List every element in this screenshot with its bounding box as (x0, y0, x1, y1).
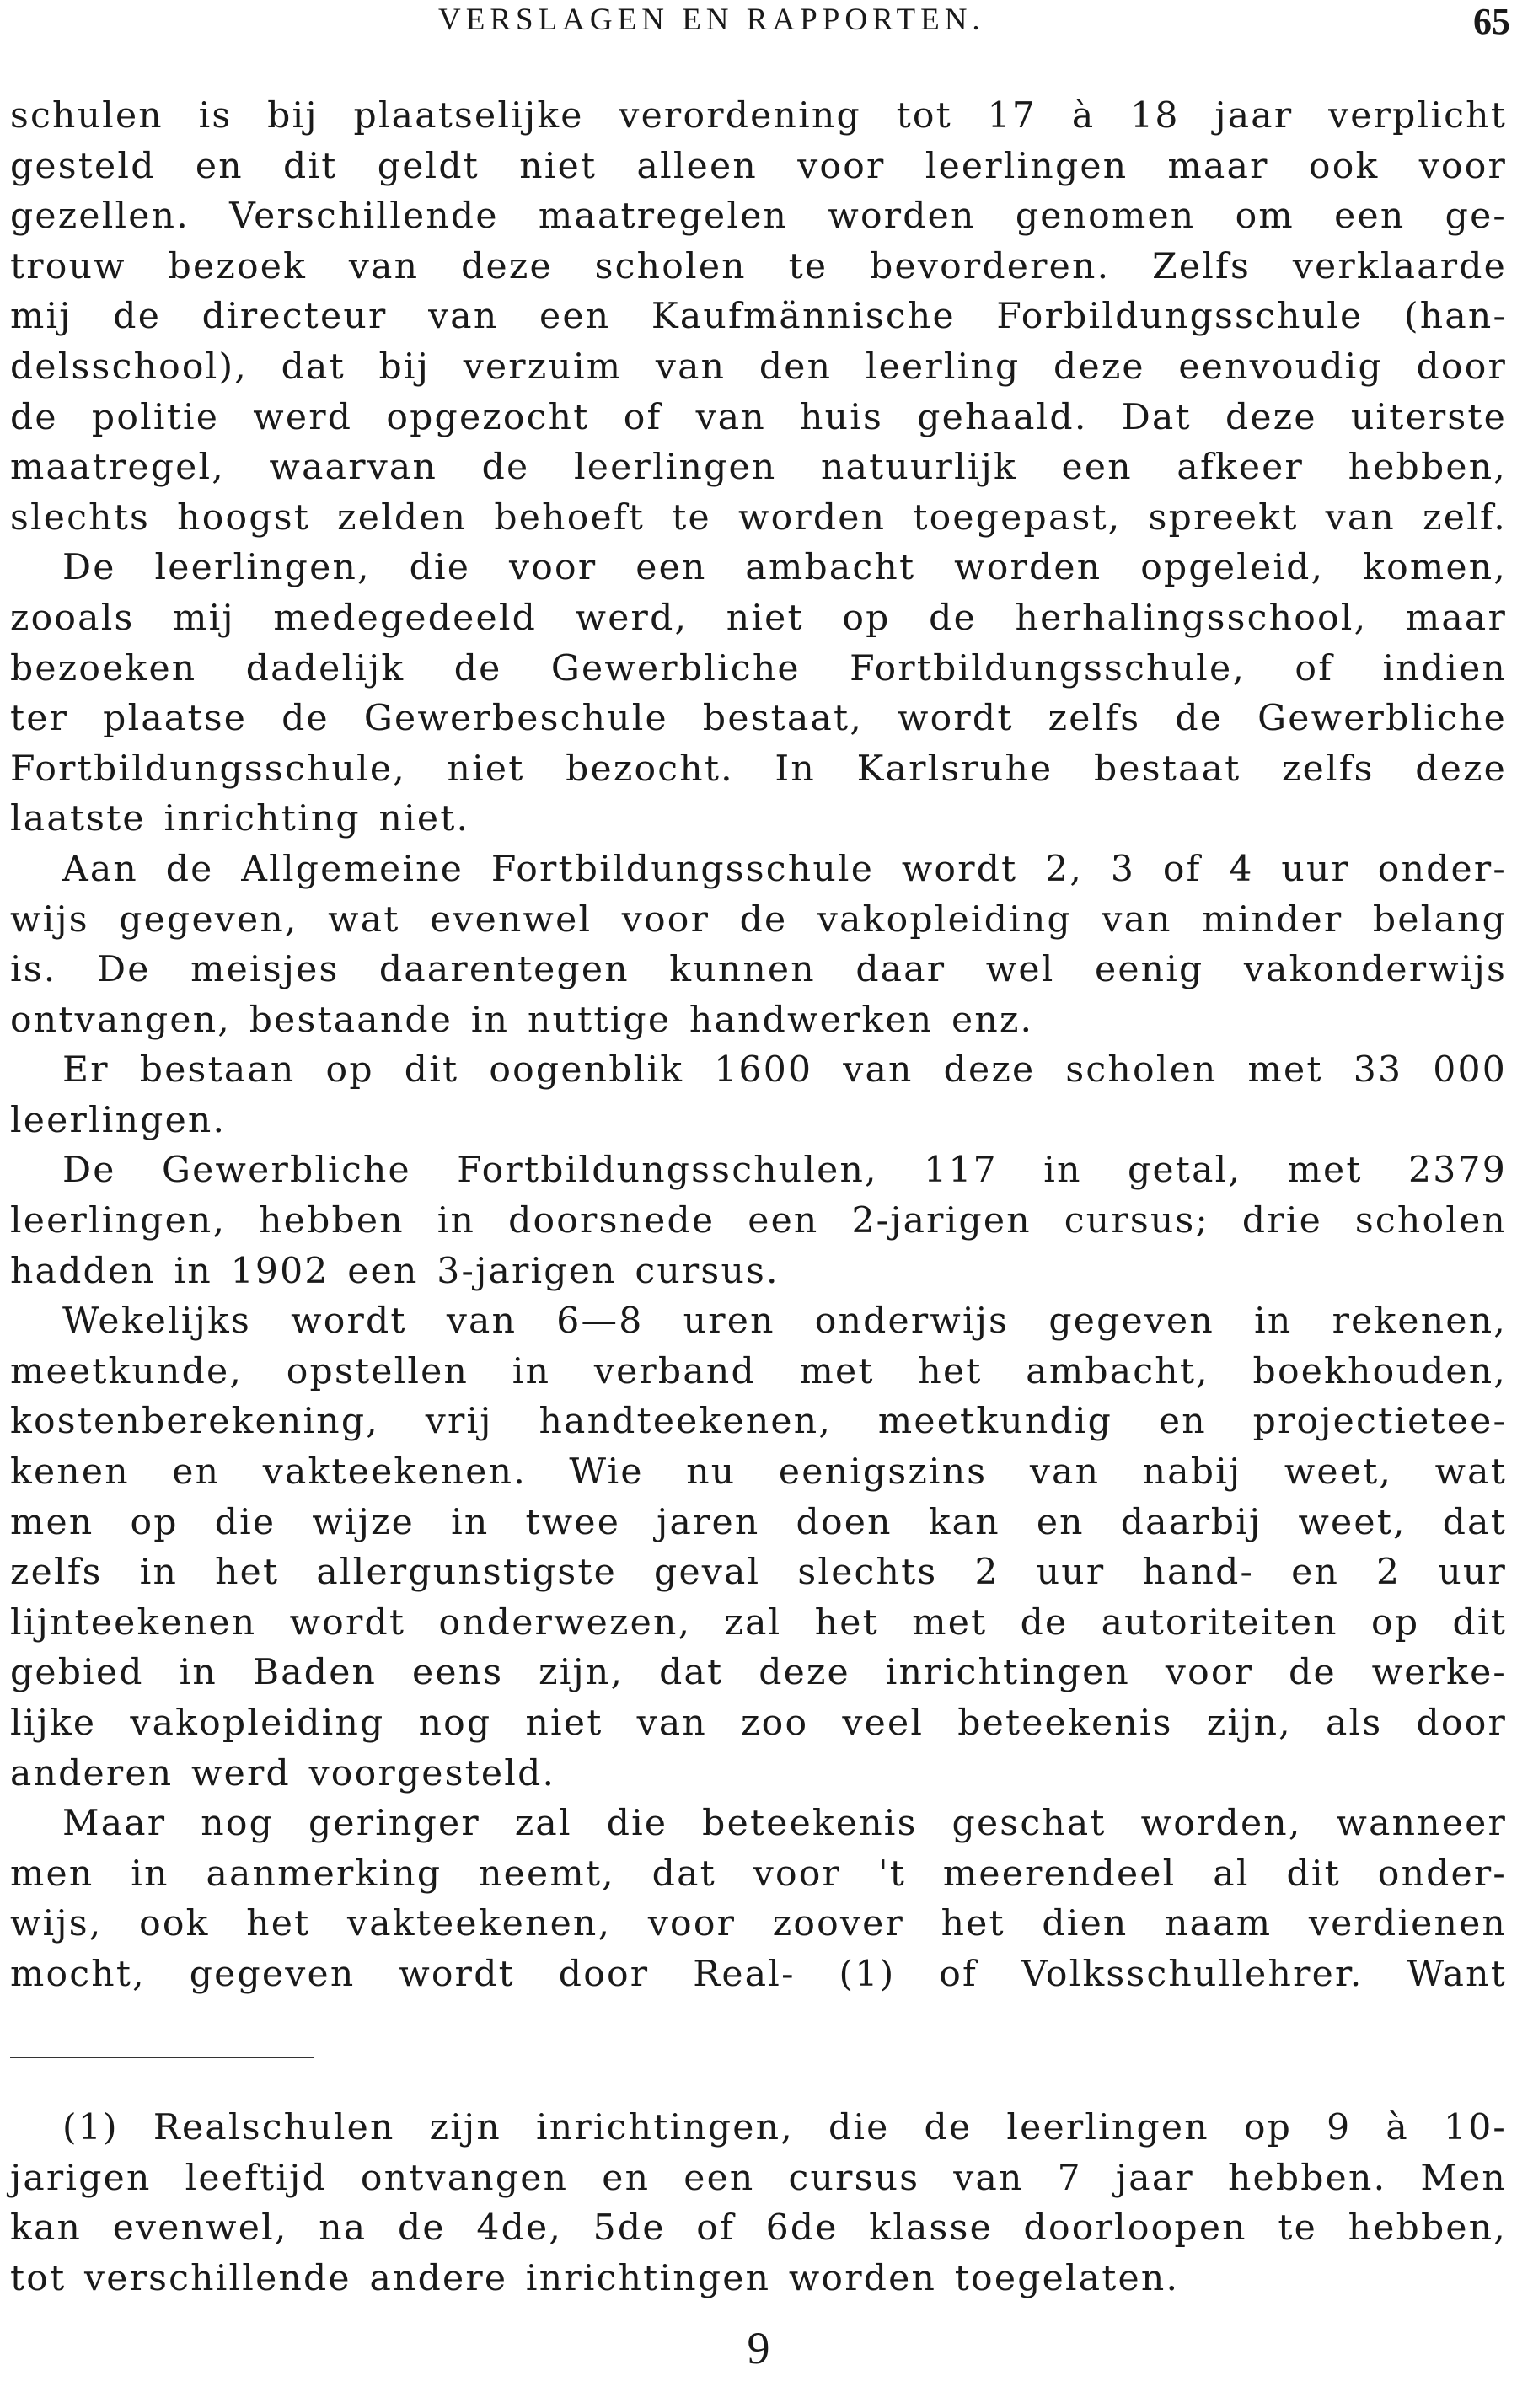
running-head (0, 0, 1517, 51)
text-line: delsschool), dat bij verzuim van den leerling deze eenvoudig door (10, 346, 1507, 388)
text-line: gebied in Baden eens zijn, dat deze inrichtingen voor de werke- (10, 1652, 1507, 1694)
running-title: VERSLAGEN EN RAPPORTEN. (438, 3, 985, 37)
text-line: De Gewerbliche Fortbildungsschulen, 117 in getal, met 2379 (62, 1150, 1507, 1192)
text-line: Fortbildungsschule, niet bezocht. In Karlsruhe bestaat zelfs deze (10, 748, 1507, 790)
paragraph (10, 1145, 1507, 1296)
text-line: leerlingen, hebben in doorsnede een 2-jarigen cursus; drie scholen (10, 1200, 1507, 1242)
footnote-divider (10, 2057, 314, 2058)
footnote-line: tot verschillende andere inrichtingen worden toegelaten. (10, 2257, 1180, 2299)
paragraph (10, 1799, 1507, 1999)
text-line: Maar nog geringer zal die beteekenis geschat worden, wanneer (62, 1803, 1507, 1845)
text-line: wijs gegeven, wat evenwel voor de vakopleiding van minder belang (10, 898, 1507, 941)
text-line: mocht, gegeven wordt door Real- (1) of Volksschullehrer. Want (10, 1953, 1507, 1995)
paragraph (10, 1045, 1507, 1145)
footnote-line: kan evenwel, na de 4de, 5de of 6de klasse doorloopen te hebben, (10, 2207, 1507, 2250)
text-line: slechts hoogst zelden behoeft te worden toegepast, spreekt van zelf. (10, 496, 1507, 539)
page-number: 65 (1473, 1, 1510, 42)
text-line: Wekelijks wordt van 6—8 uren onderwijs gegeven in rekenen, (62, 1301, 1507, 1343)
text-line: lijnteekenen wordt onderwezen, zal het met de autoriteiten op dit (10, 1601, 1507, 1644)
text-line: schulen is bij plaatselijke verordening tot 17 à 18 jaar verplicht (10, 95, 1507, 137)
signature-mark: 9 (747, 2323, 770, 2373)
text-line: zelfs in het allergunstigste geval slechts 2 uur hand- en 2 uur (10, 1552, 1507, 1594)
text-line: laatste inrichting niet. (10, 798, 470, 840)
footnote-line: jarigen leeftijd ontvangen en een cursus van 7 jaar hebben. Men (10, 2157, 1507, 2199)
text-line: mij de directeur van een Kaufmännische Forbildungsschule (han- (10, 296, 1507, 338)
paragraph (10, 1296, 1507, 1799)
text-line: ter plaatse de Gewerbeschule bestaat, wordt zelfs de Gewerbliche (10, 698, 1507, 740)
body-text (10, 91, 1507, 2000)
text-line: kostenberekening, vrij handteekenen, meetkundig en projectietee- (10, 1401, 1507, 1443)
text-line: leerlingen. (10, 1099, 227, 1141)
text-line: wijs, ook het vakteekenen, voor zoover het dien naam verdienen (10, 1903, 1507, 1945)
paragraph (10, 91, 1507, 543)
text-line: gezellen. Verschillende maatregelen worden genomen om een ge- (10, 196, 1507, 238)
text-line: De leerlingen, die voor een ambacht worden opgeleid, komen, (62, 547, 1507, 589)
text-line: ontvangen, bestaande in nuttige handwerken enz. (10, 999, 1034, 1041)
paragraph (10, 543, 1507, 845)
text-line: meetkunde, opstellen in verband met het ambacht, boekhouden, (10, 1350, 1507, 1392)
text-line: hadden in 1902 een 3-jarigen cursus. (10, 1250, 780, 1292)
text-line: anderen werd voorgesteld. (10, 1752, 556, 1794)
text-line: trouw bezoek van deze scholen te bevorderen. Zelfs verklaarde (10, 245, 1507, 287)
text-line: is. De meisjes daarentegen kunnen daar wel eenig vakonderwijs (10, 949, 1507, 991)
text-line: kenen en vakteekenen. Wie nu eenigszins van nabij weet, wat (10, 1451, 1507, 1494)
text-line: men op die wijze in twee jaren doen kan en daarbij weet, dat (10, 1501, 1507, 1543)
text-line: de politie werd opgezocht of van huis gehaald. Dat deze uiterste (10, 396, 1507, 438)
text-line: Aan de Allgemeine Fortbildungsschule wordt 2, 3 of 4 uur onder- (62, 848, 1507, 890)
paragraph (10, 845, 1507, 1045)
text-line: gesteld en dit geldt niet alleen voor leerlingen maar ook voor (10, 145, 1507, 187)
text-line: lijke vakopleiding nog niet van zoo veel beteekenis zijn, als door (10, 1703, 1507, 1744)
footnote (10, 2103, 1507, 2303)
text-line: Er bestaan op dit oogenblik 1600 van deze scholen met 33 000 (62, 1049, 1507, 1091)
text-line: bezoeken dadelijk de Gewerbliche Fortbildungsschule, of indien (10, 647, 1507, 689)
footnote-line: (1) Realschulen zijn inrichtingen, die de leerlingen op 9 à 10- (62, 2107, 1507, 2148)
text-line: zooals mij medegedeeld werd, niet op de herhalingsschool, maar (10, 597, 1507, 639)
text-line: maatregel, waarvan de leerlingen natuurlijk een afkeer hebben, (10, 447, 1507, 489)
text-line: men in aanmerking neemt, dat voor 't meerendeel al dit onder- (10, 1853, 1507, 1895)
